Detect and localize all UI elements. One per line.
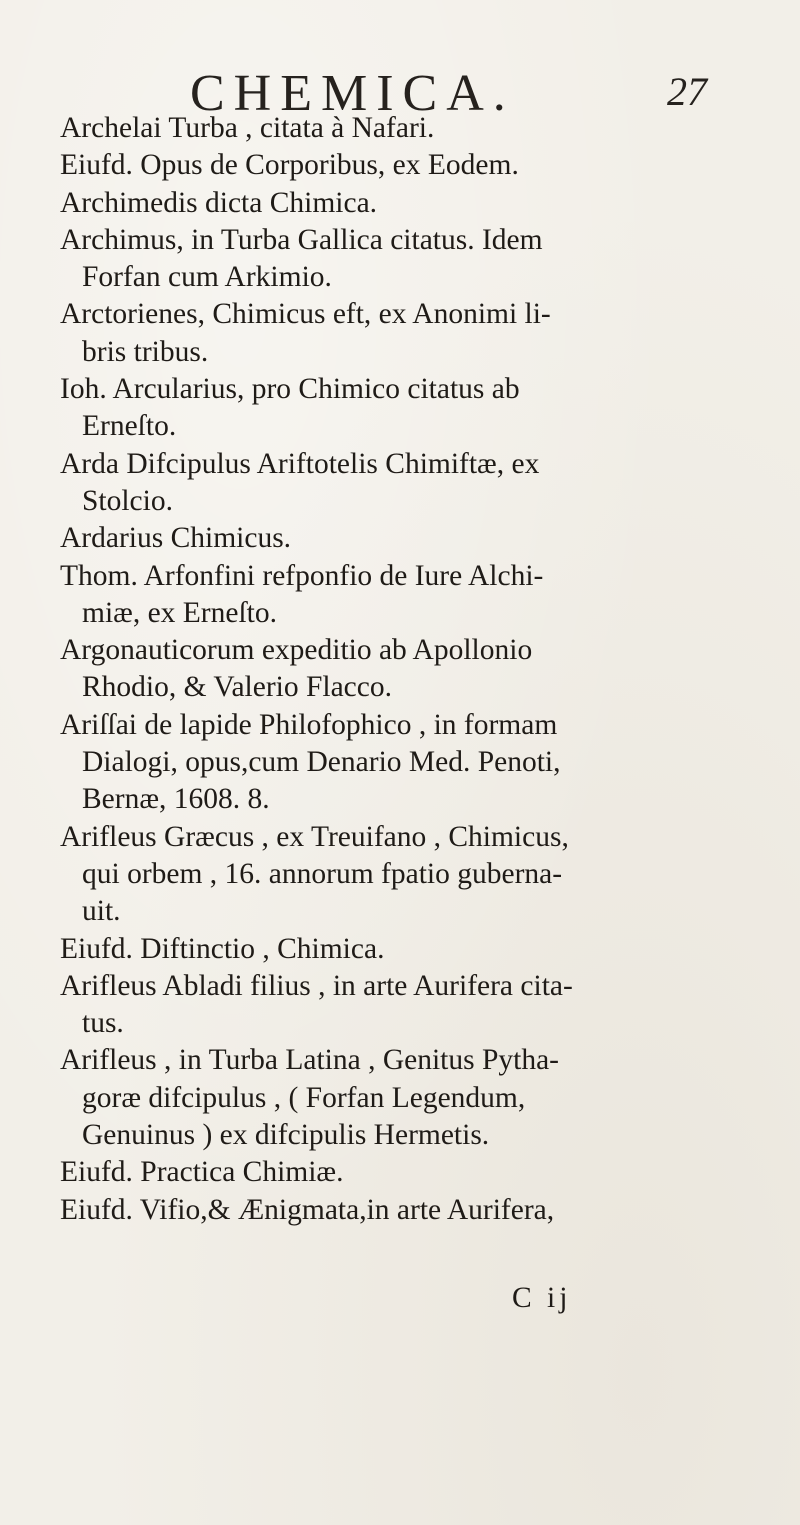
entry: [60, 931, 780, 968]
signature-mark: C ij: [512, 1282, 572, 1314]
entry-line: Arifleus Abladi filius , in arte Aurifera cita-: [60, 969, 573, 1002]
entry-continuation-line: goræ difcipulus , ( Forfan Legendum,: [82, 1081, 526, 1114]
entry-line: Ioh. Arcularius, pro Chimico citatus ab: [60, 373, 520, 406]
running-title: CHEMICA.: [190, 65, 515, 122]
entry-continuation-line: uit.: [82, 895, 121, 928]
entry-continuation-line: bris tribus.: [82, 335, 209, 368]
entry: [60, 520, 780, 557]
entry-line: Ardarius Chimicus.: [60, 522, 292, 555]
entry-line: Argonauticorum expeditio ab Apollonio: [60, 634, 533, 667]
entry: [60, 222, 780, 297]
entry: [60, 147, 780, 184]
entry-line: Archelai Turba , citata à Nafari.: [60, 112, 435, 144]
entry: [60, 707, 780, 819]
entry-continuation-line: Dialogi, opus,cum Denario Med. Penoti,: [82, 746, 561, 779]
entry-line: Archimedis dicta Chimica.: [60, 186, 378, 219]
entry-continuation-line: Erneſto.: [82, 410, 177, 443]
entry-continuation-line: Forfan cum Arkimio.: [82, 261, 332, 294]
entry-continuation-line: Genuinus ) ex difcipulis Hermetis.: [82, 1119, 490, 1152]
page-number: 27: [667, 69, 707, 114]
entry: [60, 1192, 780, 1229]
entry-line: Arifleus , in Turba Latina , Genitus Pytha-: [60, 1044, 559, 1077]
entry: [60, 632, 780, 707]
entry-line: Arifleus Græcus , ex Treuifano , Chimicus,: [60, 820, 569, 853]
entry: [60, 296, 780, 371]
entry-line: Eiufd. Diftinctio , Chimica.: [60, 932, 385, 965]
entry: [60, 558, 780, 633]
entry: [60, 110, 780, 147]
entry: [60, 819, 780, 931]
entry-line: Arctorienes, Chimicus eft, ex Anonimi li-: [60, 298, 551, 331]
entry-line: Eiufd. Opus de Corporibus, ex Eodem.: [60, 149, 519, 182]
entry-list: [60, 110, 780, 1229]
entry-continuation-line: tus.: [82, 1007, 124, 1040]
entry-line: Eiufd. Practica Chimiæ.: [60, 1156, 344, 1189]
entry-line: Archimus, in Turba Gallica citatus. Idem: [60, 223, 543, 256]
entry-line: Arda Difcipulus Ariftotelis Chimiftæ, ex: [60, 447, 540, 480]
entry-continuation-line: Rhodio, & Valerio Flacco.: [82, 671, 392, 704]
entry: [60, 1154, 780, 1191]
entry-line: Eiufd. Vifio,& Ænigmata,in arte Aurifera,: [60, 1193, 555, 1226]
entry: [60, 185, 780, 222]
entry: [60, 371, 780, 446]
entry: [60, 968, 780, 1043]
entry: [60, 446, 780, 521]
entry-line: Ariſſai de lapide Philofophico , in formam: [60, 708, 558, 741]
entry-continuation-line: qui orbem , 16. annorum fpatio guberna-: [82, 857, 563, 890]
entry-continuation-line: Stolcio.: [82, 484, 173, 517]
entry-continuation-line: miæ, ex Erneſto.: [82, 596, 277, 629]
entry-line: Thom. Arfonfini refponfio de Iure Alchi-: [60, 559, 544, 592]
entry-continuation-line: Bernæ, 1608. 8.: [82, 783, 270, 816]
entry: [60, 1042, 780, 1154]
